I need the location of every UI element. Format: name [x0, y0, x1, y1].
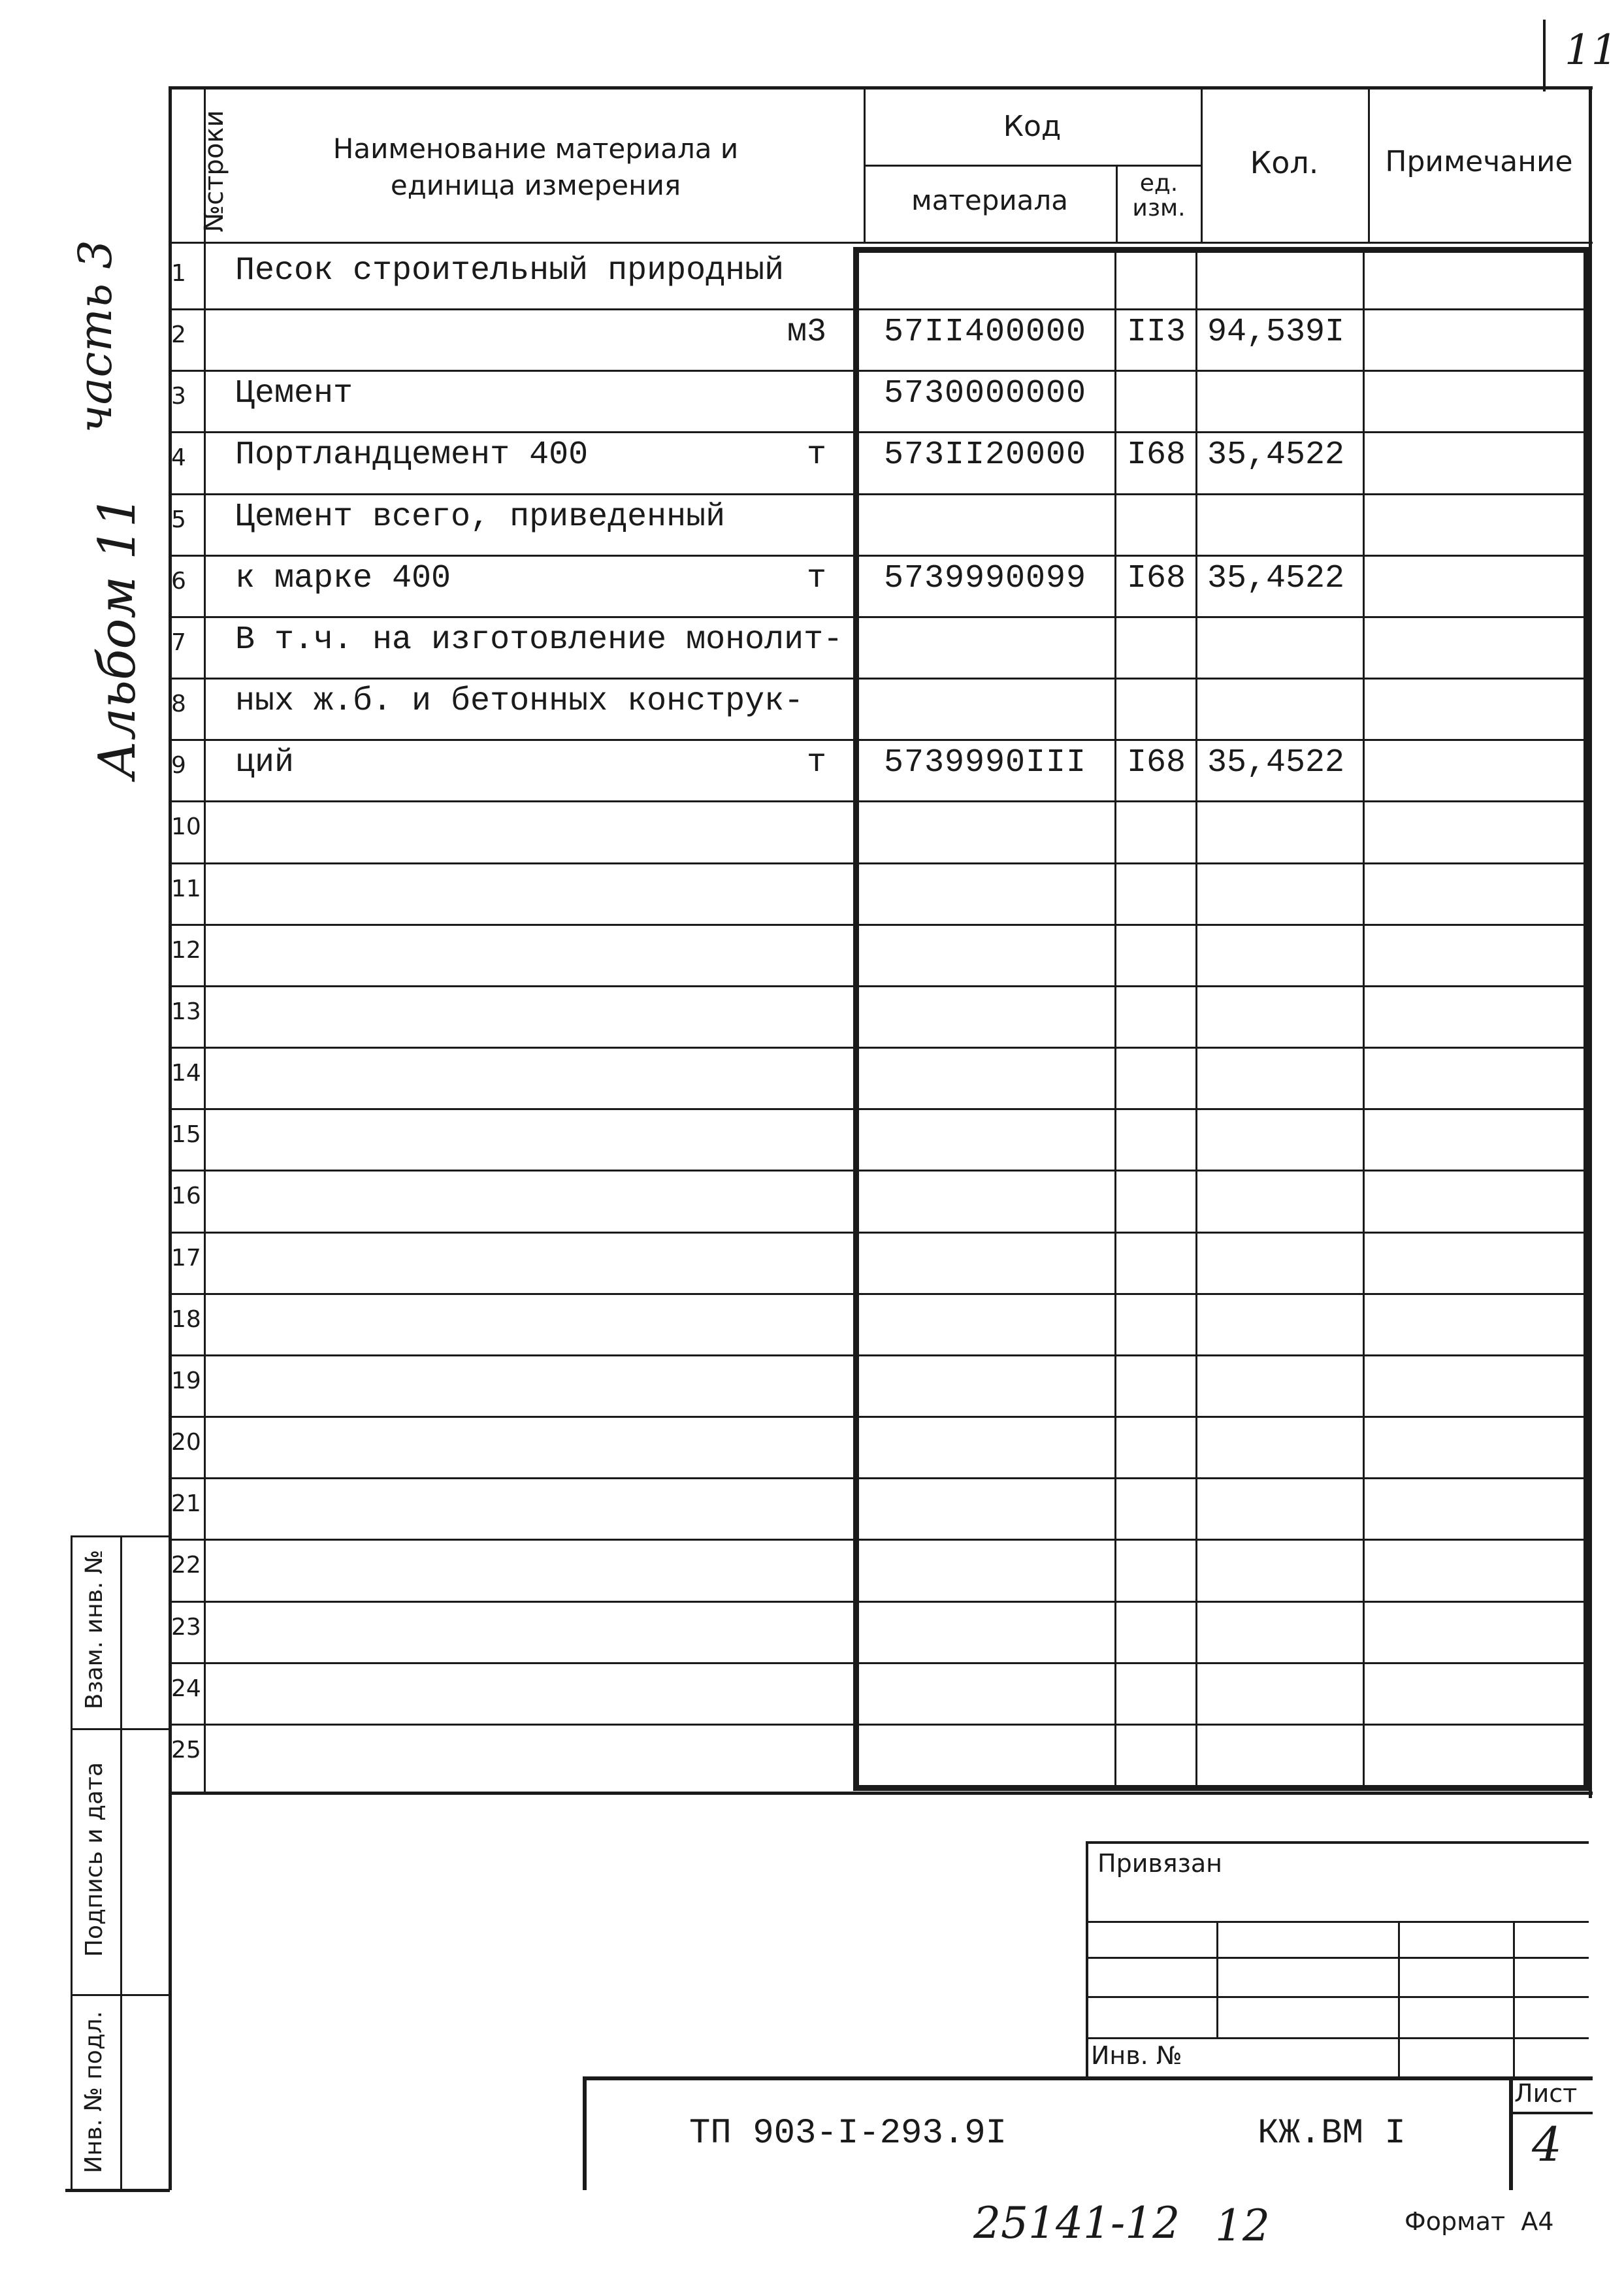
quantity: 94,539I	[1207, 314, 1345, 351]
album-label: Альбом 11	[88, 495, 147, 779]
material-code: 5739990III	[884, 744, 1087, 781]
material-name: к марке 400	[235, 560, 451, 597]
material-code: 57II400000	[884, 314, 1087, 351]
footer-handwritten-number: 25141-12	[973, 2198, 1180, 2248]
material-code: 5730000000	[884, 375, 1087, 412]
material-unit: т	[807, 744, 827, 781]
material-name: Песок строительный природный	[235, 252, 785, 289]
quantity: 35,4522	[1207, 560, 1345, 597]
row-number: 1	[171, 260, 186, 287]
row-number: 15	[171, 1121, 201, 1148]
header-code-material: материала	[911, 184, 1068, 216]
page-number-handwritten: 11	[1565, 26, 1618, 74]
row-number: 9	[171, 752, 186, 779]
document-mark: КЖ.ВМ I	[1258, 2114, 1406, 2154]
footer-handwritten-extra: 12	[1215, 2201, 1270, 2251]
header-code: Код	[1003, 110, 1062, 143]
unit-code: I68	[1127, 560, 1186, 597]
privyazan-label: Привязан	[1097, 1849, 1222, 1878]
row-number: 12	[171, 937, 201, 964]
row-number: 4	[171, 444, 186, 471]
row-number: 2	[171, 321, 186, 348]
inv-no-label: Инв. №	[1091, 2041, 1182, 2070]
quantity: 35,4522	[1207, 436, 1345, 474]
row-number: 21	[171, 1490, 201, 1517]
row-number: 13	[171, 998, 201, 1025]
row-number: 18	[171, 1306, 201, 1333]
podpis-label: Подпись и дата	[81, 1761, 108, 1958]
header-code-unit: ед. изм.	[1132, 170, 1186, 221]
material-name: Портландцемент 400	[235, 436, 589, 474]
row-number: 14	[171, 1060, 201, 1087]
material-unit: т	[807, 560, 827, 597]
sheet-number: 4	[1532, 2117, 1562, 2172]
material-code: 5739990099	[884, 560, 1087, 597]
row-number: 24	[171, 1675, 201, 1702]
material-name: ных ж.б. и бетонных конструк-	[235, 683, 804, 720]
document-code: ТП 903-I-293.9I	[689, 2114, 1007, 2154]
row-number: 5	[171, 506, 186, 533]
unit-code: II3	[1127, 314, 1186, 351]
row-number: 25	[171, 1737, 201, 1763]
material-unit: т	[807, 436, 827, 474]
row-number: 6	[171, 568, 186, 595]
row-number: 3	[171, 383, 186, 410]
row-number: 20	[171, 1429, 201, 1456]
inv-podl-label: Инв. № подл.	[80, 2010, 107, 2174]
material-code: 573II20000	[884, 436, 1087, 474]
material-name: ций	[235, 744, 295, 781]
material-name: Цемент всего, приведенный	[235, 499, 726, 536]
row-number: 17	[171, 1245, 201, 1271]
row-number: 19	[171, 1368, 201, 1394]
row-number: 23	[171, 1614, 201, 1641]
vzam-label: Взам. инв. №	[81, 1549, 108, 1710]
quantity: 35,4522	[1207, 744, 1345, 781]
row-number: 16	[171, 1183, 201, 1209]
header-qty: Кол.	[1250, 145, 1319, 180]
unit-code: I68	[1127, 744, 1186, 781]
material-name: Цемент	[235, 375, 353, 412]
row-number: 11	[171, 876, 201, 902]
row-number: 10	[171, 813, 201, 840]
row-number: 7	[171, 629, 186, 656]
row-number: 22	[171, 1552, 201, 1579]
unit-code: I68	[1127, 436, 1186, 474]
part-label: часть 3	[69, 240, 122, 433]
material-name: В т.ч. на изготовление монолит-	[235, 621, 843, 659]
header-name: Наименование материала и единица измерения	[333, 133, 739, 201]
format-label: Формат А4	[1405, 2207, 1554, 2236]
header-note: Примечание	[1385, 145, 1573, 178]
corner-mark	[1543, 20, 1546, 91]
material-unit: м3	[787, 314, 827, 351]
row-number: 8	[171, 691, 186, 717]
sheet-label: Лист	[1514, 2079, 1578, 2108]
header-row-number: №строки	[199, 110, 229, 233]
